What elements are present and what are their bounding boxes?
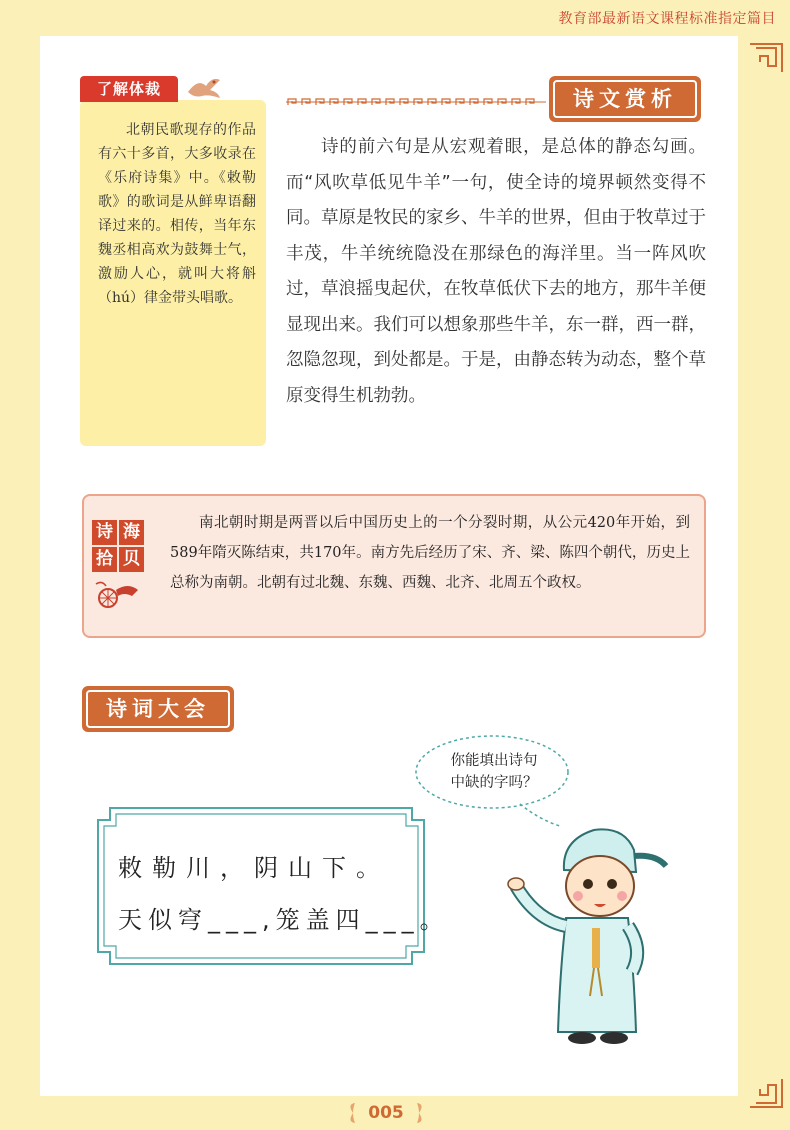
chariot-icon — [92, 576, 142, 610]
badge-char: 贝 — [119, 547, 144, 572]
right-margin — [738, 0, 790, 1130]
meander-border — [286, 98, 546, 106]
history-note-badge — [92, 520, 144, 572]
appreciation-text: 诗的前六句是从宏观着眼，是总体的静态勾画。而“风吹草低见牛羊”一句，使全诗的境界顿然变得不同。草原是牧民的家乡、牛羊的世界，但由于牧草过于丰茂，牛羊统统隐没在那绿色的海洋里。当一阵风吹过，草浪摇曳起伏，在牧草低伏下去的地方，那牛羊便显现出来。我们可以想象那些牛羊，东一群，西一群，忽隐忽现，到处都是。于是，由静态转为动态，整个草原变得生机勃勃。 — [286, 137, 706, 406]
badge-char: 拾 — [92, 547, 117, 572]
poem-line-1: 敕勒川，阴山下。 — [118, 854, 390, 882]
page-number: 005 — [368, 1103, 404, 1123]
bird-ornament-icon — [184, 72, 224, 102]
poem-frame — [96, 806, 426, 966]
corner-ornament-icon — [746, 40, 786, 76]
speech-bubble-line: 中缺的字吗？ — [450, 775, 538, 791]
series-title: 教育部最新语文课程标准指定篇目 — [558, 11, 776, 27]
appreciation-heading-tag — [549, 76, 701, 122]
badge-char: 诗 — [92, 520, 117, 545]
genre-sidebar-text: 北朝民歌现存的作品有六十多首，大多收录在《乐府诗集》中。《敕勒歌》的歌词是从鲜卑语翻译过来的。相传，当年东魏丞相高欢为鼓舞士气，激励人心，就叫大将斛（hú）律金带头唱歌。 — [98, 122, 256, 306]
poem-line-2: 天似穹___,笼盖四___。 — [118, 906, 450, 934]
appreciation-heading: 诗文赏析 — [553, 80, 697, 118]
corner-ornament-icon — [746, 1075, 786, 1111]
genre-sidebar-tag: 了解体裁 — [80, 76, 178, 102]
scholar-figure — [506, 800, 686, 1050]
speech-bubble-text — [424, 750, 564, 794]
quiz-heading-tag — [82, 686, 234, 732]
history-note-text: 南北朝时期是两晋以后中国历史上的一个分裂时期，从公元420年开始，到589年隋灭陈结束，共170年。南方先后经历了宋、齐、梁、陈四个朝代，历史上总称为南朝。北朝有过北魏、东魏、西魏、北齐、北周五个政权。 — [170, 515, 690, 591]
left-margin — [0, 0, 40, 1130]
quiz-heading: 诗词大会 — [86, 690, 230, 728]
speech-bubble-line: 你能填出诗句 — [450, 753, 538, 769]
badge-char: 海 — [119, 520, 144, 545]
